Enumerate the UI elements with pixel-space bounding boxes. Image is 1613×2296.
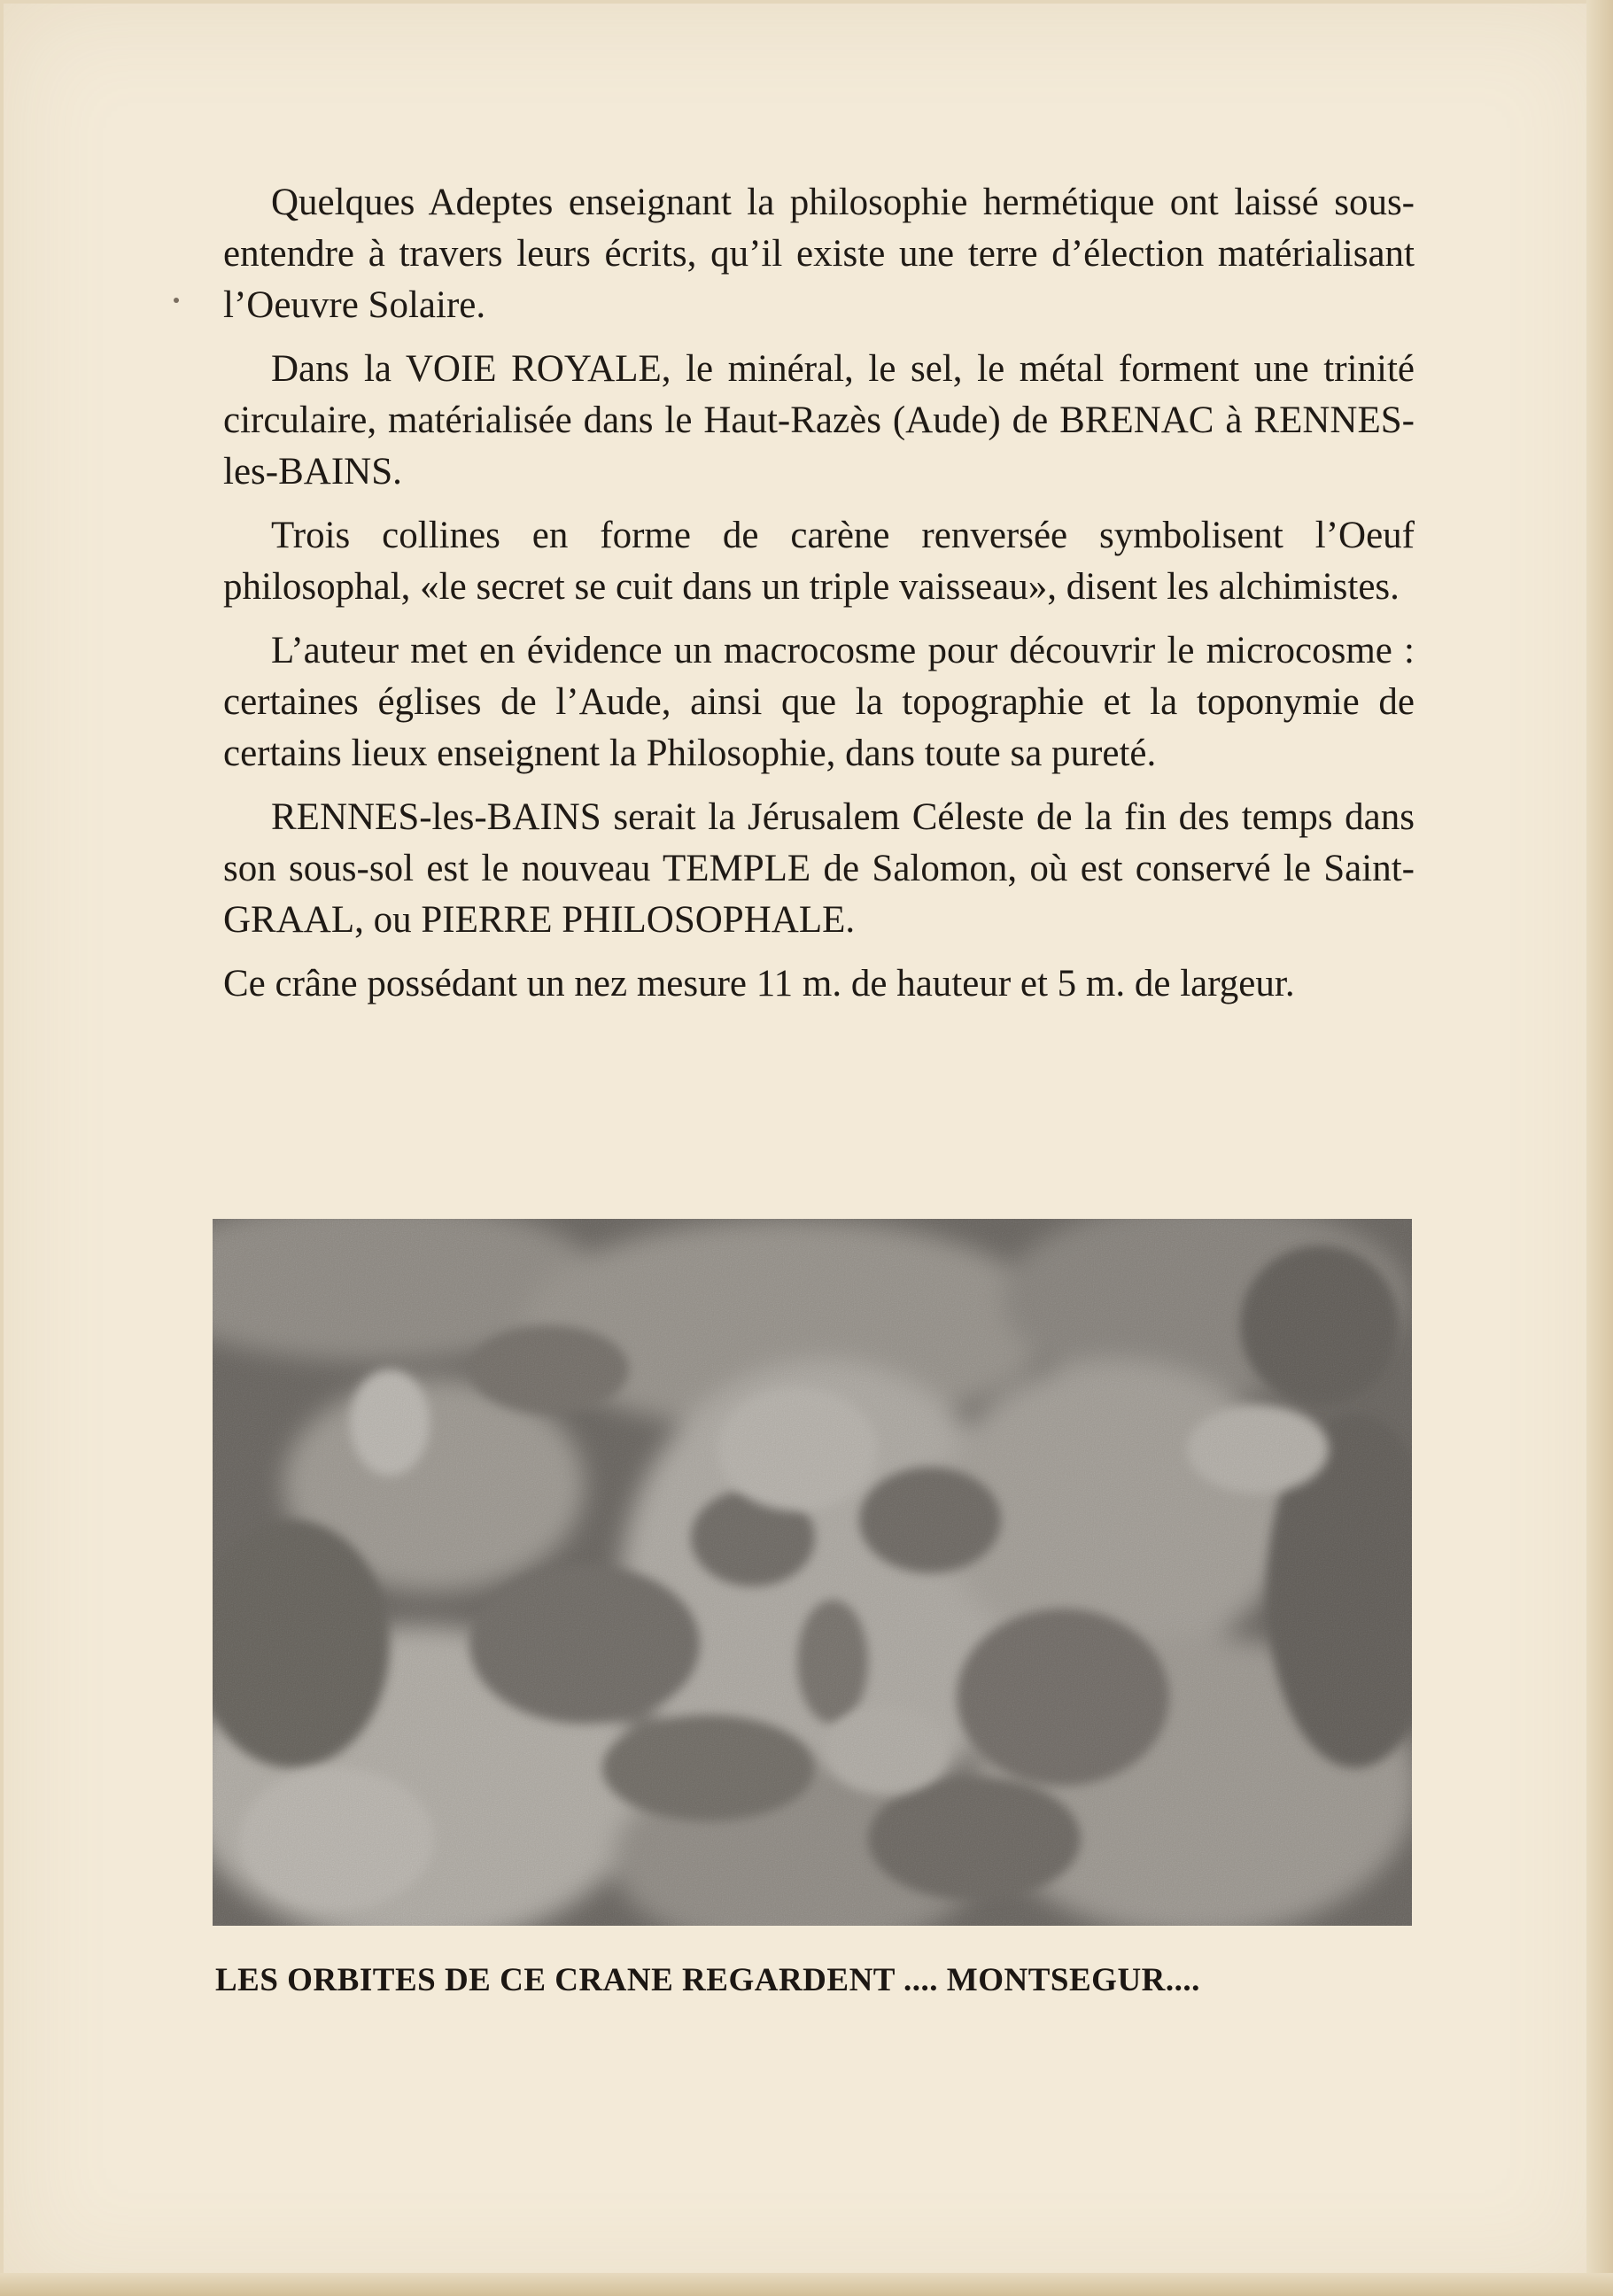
paragraph-adeptes: Quelques Adeptes enseignant la philosophie hermétique ont laissé sous-entendre à travers leurs écrits, qu’il existe une terre d’élection matérialisant l’Oeuvre Solaire. — [223, 182, 1415, 326]
body-text — [223, 177, 1415, 1022]
page-edge-right — [1586, 0, 1613, 2296]
skull-rock-photo — [213, 1219, 1412, 1926]
paragraph-trois-collines: Trois collines en forme de carène renversée symbolisent l’Oeuf philosophal, «le secret se cuit dans un triple vaisseau», disent les alchimistes. — [223, 515, 1415, 608]
paragraph-voie-royale: Dans la VOIE ROYALE, le minéral, le sel, le métal forment une trinité circulaire, matérialisée dans le Haut-Razès (Aude) de BRENAC à RENNES-les-BAINS. — [223, 348, 1415, 493]
rock-photo-image — [213, 1219, 1412, 1926]
paragraph-rennes-les-bains: RENNES-les-BAINS serait la Jérusalem Céleste de la fin des temps dans son sous-sol est le nouveau TEMPLE de Salomon, où est conservé le Saint-GRAAL, ou PIERRE PHILOSOPHALE. — [223, 796, 1415, 941]
paper-speck — [174, 298, 179, 303]
page-edge-bottom — [0, 2273, 1613, 2296]
paragraph-crane: Ce crâne possédant un nez mesure 11 m. de hauteur et 5 m. de largeur. — [223, 963, 1295, 1004]
paragraph-auteur: L’auteur met en évidence un macrocosme pour découvrir le microcosme : certaines églises de l’Aude, ainsi que la topographie et la toponymie de certains lieux enseignent la Philosophie, dans toute sa pureté. — [223, 630, 1415, 774]
photo-caption: LES ORBITES DE CE CRANE REGARDENT .... MONTSEGUR.... — [215, 1962, 1200, 1998]
